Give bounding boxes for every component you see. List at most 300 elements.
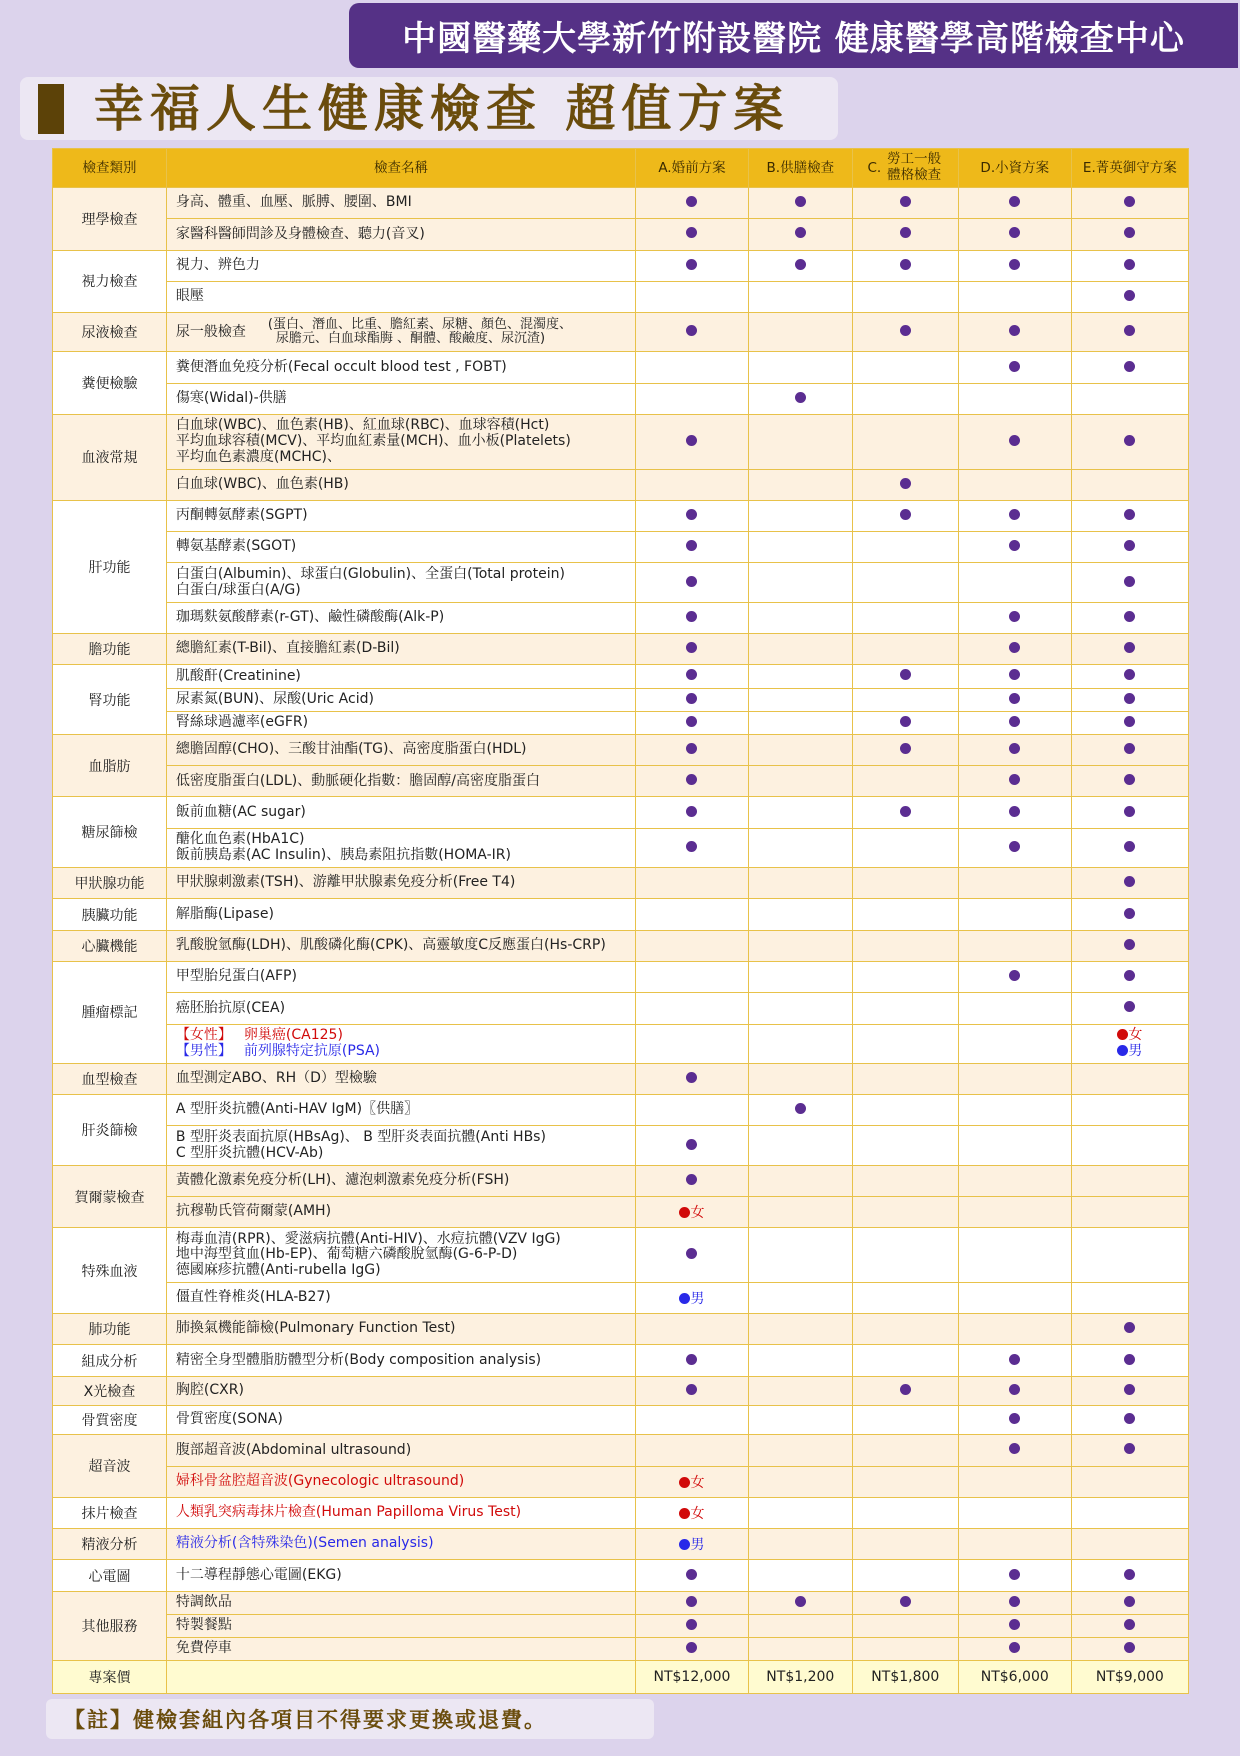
category-cell: 其他服務 xyxy=(53,1591,167,1661)
mark-cell xyxy=(748,250,852,281)
mark-cell xyxy=(1071,1126,1188,1165)
included-dot-icon xyxy=(686,1354,697,1365)
mark-cell xyxy=(958,563,1071,602)
mark-cell xyxy=(1071,634,1188,665)
item-name-cell xyxy=(166,563,635,602)
included-dot-icon xyxy=(1009,540,1020,551)
mark-cell xyxy=(958,1405,1071,1434)
included-dot-icon xyxy=(1009,509,1020,520)
item-name: 乳酸脫氫酶(LDH)、肌酸磷化酶(CPK)、高靈敏度C反應蛋白(Hs-CRP) xyxy=(166,930,635,961)
mark-cell xyxy=(852,899,958,930)
mark-cell xyxy=(852,1376,958,1405)
col-category: 檢查類別 xyxy=(53,149,167,188)
included-dot-icon xyxy=(1124,540,1135,551)
mark-cell xyxy=(636,711,749,734)
item-name: 十二導程靜態心電圖(EKG) xyxy=(166,1560,635,1591)
mark-cell xyxy=(636,383,749,414)
included-dot-icon xyxy=(1124,1413,1135,1424)
mark-cell xyxy=(1071,1435,1188,1466)
mark-cell xyxy=(852,1282,958,1313)
price-plan-b: NT$1,200 xyxy=(748,1661,852,1694)
included-dot-icon xyxy=(1009,1443,1020,1454)
mark-cell xyxy=(852,665,958,688)
mark-cell xyxy=(748,828,852,867)
col-plan-e: E.菁英御守方案 xyxy=(1071,149,1188,188)
mark-cell xyxy=(1071,313,1188,352)
mark-cell xyxy=(958,250,1071,281)
col-plan-c xyxy=(852,149,958,188)
item-name: 胸腔(CXR) xyxy=(166,1376,635,1405)
mark-cell xyxy=(1071,1063,1188,1094)
mark-cell xyxy=(852,281,958,312)
mark-cell xyxy=(852,734,958,765)
mark-cell xyxy=(852,1638,958,1661)
mark-cell xyxy=(748,1591,852,1614)
item-name: 骨質密度(SONA) xyxy=(166,1405,635,1434)
mark-cell xyxy=(636,1282,749,1313)
item-name: 白血球(WBC)、血色素(HB) xyxy=(166,469,635,500)
mark-cell xyxy=(852,1063,958,1094)
mark-cell xyxy=(636,1614,749,1637)
item-name-line: 白蛋白(Albumin)、球蛋白(Globulin)、全蛋白(Total protein) xyxy=(175,565,565,582)
table-row xyxy=(53,993,1189,1024)
table-row xyxy=(53,1165,1189,1196)
category-cell: X光檢查 xyxy=(53,1376,167,1405)
mark-cell xyxy=(636,1197,749,1228)
mark-cell xyxy=(852,532,958,563)
table-row xyxy=(53,469,1189,500)
category-cell: 血型檢查 xyxy=(53,1063,167,1094)
included-dot-icon xyxy=(1009,227,1020,238)
included-dot-icon xyxy=(900,478,911,489)
mark-cell xyxy=(1071,1314,1188,1345)
category-cell: 尿液檢查 xyxy=(53,313,167,352)
price-plan-d: NT$6,000 xyxy=(958,1661,1071,1694)
mark-cell xyxy=(748,1560,852,1591)
table-row xyxy=(53,1560,1189,1591)
mark-cell xyxy=(748,469,852,500)
included-dot-icon xyxy=(900,716,911,727)
mark-cell xyxy=(852,1466,958,1497)
included-dot-icon xyxy=(686,1139,697,1150)
item-name-cell xyxy=(166,313,635,352)
item-name: 視力、辨色力 xyxy=(166,250,635,281)
mark-cell xyxy=(636,1345,749,1376)
banner-bar xyxy=(38,84,64,134)
table-row xyxy=(53,1376,1189,1405)
mark-cell xyxy=(636,1024,749,1063)
item-name: 解脂酶(Lipase) xyxy=(166,899,635,930)
included-dot-icon xyxy=(1124,196,1135,207)
mark-cell xyxy=(1071,665,1188,688)
mark-cell xyxy=(958,313,1071,352)
mark-cell xyxy=(958,688,1071,711)
female-dot-icon xyxy=(679,1477,690,1488)
mark-cell xyxy=(958,1095,1071,1126)
included-dot-icon xyxy=(1124,1569,1135,1580)
mark-cell xyxy=(636,961,749,992)
included-dot-icon xyxy=(1124,509,1135,520)
item-name: 飯前血糖(AC sugar) xyxy=(166,797,635,828)
table-row xyxy=(53,532,1189,563)
mark-cell xyxy=(1071,1560,1188,1591)
mark-cell xyxy=(748,1435,852,1466)
included-dot-icon xyxy=(686,1642,697,1653)
price-plan-a: NT$12,000 xyxy=(636,1661,749,1694)
mark-cell xyxy=(748,1405,852,1434)
mark-cell xyxy=(636,281,749,312)
included-dot-icon xyxy=(1124,970,1135,981)
table-row xyxy=(53,868,1189,899)
female-mark-label: 女 xyxy=(690,1474,705,1491)
footnote-text: 【註】健檢套組內各項目不得要求更換或退費。 xyxy=(64,1708,547,1732)
item-name: 黃體化激素免疫分析(LH)、濾泡刺激素免疫分析(FSH) xyxy=(166,1165,635,1196)
item-name-line: 白蛋白/球蛋白(A/G) xyxy=(175,581,301,598)
table-row xyxy=(53,930,1189,961)
table-row xyxy=(53,961,1189,992)
mark-cell xyxy=(748,1197,852,1228)
mark-cell xyxy=(1071,1405,1188,1434)
category-cell: 腫瘤標記 xyxy=(53,961,167,1063)
mark-cell xyxy=(1071,250,1188,281)
table-row xyxy=(53,1282,1189,1313)
table-row xyxy=(53,899,1189,930)
category-cell: 甲狀腺功能 xyxy=(53,868,167,899)
mark-cell xyxy=(748,383,852,414)
mark-cell xyxy=(748,1614,852,1637)
table-row xyxy=(53,797,1189,828)
male-dot-icon xyxy=(679,1539,690,1550)
mark-cell xyxy=(636,250,749,281)
mark-cell xyxy=(958,711,1071,734)
footnote xyxy=(46,1699,654,1739)
mark-cell xyxy=(852,828,958,867)
included-dot-icon xyxy=(1009,435,1020,446)
included-dot-icon xyxy=(900,743,911,754)
table-row xyxy=(53,352,1189,383)
table-row xyxy=(53,1638,1189,1661)
mark-cell xyxy=(852,1345,958,1376)
included-dot-icon xyxy=(1009,743,1020,754)
mark-cell xyxy=(636,1529,749,1560)
item-name: 免費停車 xyxy=(166,1638,635,1661)
table-row xyxy=(53,1228,1189,1283)
hospital-header xyxy=(349,3,1238,68)
male-item-name: 前列腺特定抗原(PSA) xyxy=(243,1042,381,1059)
included-dot-icon xyxy=(686,1072,697,1083)
mark-cell xyxy=(958,1165,1071,1196)
mark-cell xyxy=(1071,563,1188,602)
mark-cell xyxy=(748,1228,852,1283)
table-row xyxy=(53,1614,1189,1637)
item-name: 丙酮轉氨酵素(SGPT) xyxy=(166,500,635,531)
item-name: 總膽紅素(T-Bil)、直接膽紅素(D-Bil) xyxy=(166,634,635,665)
mark-cell xyxy=(852,1126,958,1165)
included-dot-icon xyxy=(1009,196,1020,207)
mark-cell xyxy=(958,500,1071,531)
female-item-name: 卵巢癌(CA125) xyxy=(243,1027,343,1044)
included-dot-icon xyxy=(900,227,911,238)
mark-cell xyxy=(1071,1095,1188,1126)
item-name: 特製餐點 xyxy=(166,1614,635,1637)
included-dot-icon xyxy=(1009,611,1020,622)
mark-cell xyxy=(748,352,852,383)
included-dot-icon xyxy=(1124,1001,1135,1012)
table-row xyxy=(53,415,1189,470)
col-plan-c-prefix: C. xyxy=(867,159,882,176)
table-row xyxy=(53,500,1189,531)
price-row xyxy=(53,1661,1189,1694)
item-name-line: 平均血色素濃度(MCHC)、 xyxy=(175,448,342,465)
col-plan-a: A.婚前方案 xyxy=(636,149,749,188)
included-dot-icon xyxy=(795,259,806,270)
mark-cell xyxy=(636,1466,749,1497)
female-tag: 【女性】 xyxy=(175,1027,232,1044)
category-cell: 膽功能 xyxy=(53,634,167,665)
included-dot-icon xyxy=(1124,841,1135,852)
included-dot-icon xyxy=(1009,1596,1020,1607)
mark-cell xyxy=(748,1282,852,1313)
mark-cell xyxy=(1071,1614,1188,1637)
female-dot-icon xyxy=(679,1508,690,1519)
mark-cell xyxy=(958,1063,1071,1094)
included-dot-icon xyxy=(900,1596,911,1607)
item-name: 僵直性脊椎炎(HLA-B27) xyxy=(166,1282,635,1313)
mark-cell xyxy=(748,1638,852,1661)
item-name: 轉氨基酵素(SGOT) xyxy=(166,532,635,563)
included-dot-icon xyxy=(686,693,697,704)
included-dot-icon xyxy=(1124,693,1135,704)
included-dot-icon xyxy=(1124,325,1135,336)
mark-cell xyxy=(958,1126,1071,1165)
mark-cell xyxy=(636,1063,749,1094)
mark-cell xyxy=(852,1228,958,1283)
mark-cell xyxy=(748,868,852,899)
item-name: 腎絲球過濾率(eGFR) xyxy=(166,711,635,734)
included-dot-icon xyxy=(1009,841,1020,852)
table-row xyxy=(53,711,1189,734)
table-row xyxy=(53,602,1189,633)
mark-cell xyxy=(958,1529,1071,1560)
mark-cell xyxy=(1071,602,1188,633)
mark-cell xyxy=(958,1497,1071,1528)
mark-cell xyxy=(636,1126,749,1165)
mark-cell xyxy=(852,961,958,992)
mark-cell xyxy=(852,868,958,899)
item-name: 精密全身型體脂肪體型分析(Body composition analysis) xyxy=(166,1345,635,1376)
price-plan-e: NT$9,000 xyxy=(1071,1661,1188,1694)
mark-cell xyxy=(958,665,1071,688)
mark-cell xyxy=(852,602,958,633)
included-dot-icon xyxy=(1124,939,1135,950)
table-row xyxy=(53,1063,1189,1094)
included-dot-icon xyxy=(1124,227,1135,238)
included-dot-icon xyxy=(1124,259,1135,270)
hospital-title: 中國醫藥大學新竹附設醫院 健康醫學高階檢查中心 xyxy=(402,19,1185,59)
included-dot-icon xyxy=(686,1569,697,1580)
mark-cell xyxy=(748,711,852,734)
mark-cell xyxy=(958,1282,1071,1313)
female-dot-icon xyxy=(679,1207,690,1218)
included-dot-icon xyxy=(686,774,697,785)
female-mark-label: 女 xyxy=(690,1205,705,1222)
category-cell: 賀爾蒙檢查 xyxy=(53,1165,167,1228)
col-plan-b: B.供膳檢查 xyxy=(748,149,852,188)
mark-cell xyxy=(1071,1345,1188,1376)
included-dot-icon xyxy=(1124,908,1135,919)
mark-cell xyxy=(636,352,749,383)
item-detail-line: 尿膽元、白血球酯脢 、酮體、酸鹼度、尿沉渣) xyxy=(275,331,546,347)
price-blank xyxy=(166,1661,635,1694)
mark-cell xyxy=(852,352,958,383)
included-dot-icon xyxy=(1009,1619,1020,1630)
included-dot-icon xyxy=(686,325,697,336)
included-dot-icon xyxy=(1124,361,1135,372)
table-row xyxy=(53,313,1189,352)
included-dot-icon xyxy=(686,642,697,653)
male-mark-label: 男 xyxy=(690,1291,705,1308)
mark-cell xyxy=(958,1614,1071,1637)
mark-cell xyxy=(1071,766,1188,797)
mark-cell xyxy=(852,219,958,250)
mark-cell xyxy=(748,1165,852,1196)
female-mark-label: 女 xyxy=(690,1505,705,1522)
mark-cell xyxy=(1071,1228,1188,1283)
mark-cell xyxy=(958,469,1071,500)
mark-cell xyxy=(958,415,1071,470)
table-row xyxy=(53,219,1189,250)
mark-cell xyxy=(958,602,1071,633)
included-dot-icon xyxy=(686,1384,697,1395)
included-dot-icon xyxy=(1009,806,1020,817)
included-dot-icon xyxy=(1124,806,1135,817)
mark-cell xyxy=(748,532,852,563)
included-dot-icon xyxy=(1124,611,1135,622)
included-dot-icon xyxy=(686,576,697,587)
item-name-line: 白血球(WBC)、血色素(HB)、紅血球(RBC)、血球容積(Hct) xyxy=(175,417,550,434)
category-cell: 精液分析 xyxy=(53,1529,167,1560)
table-row xyxy=(53,250,1189,281)
item-name: 抗穆勒氏管荷爾蒙(AMH) xyxy=(166,1197,635,1228)
mark-cell xyxy=(1071,797,1188,828)
mark-cell xyxy=(748,1314,852,1345)
included-dot-icon xyxy=(1009,716,1020,727)
mark-cell xyxy=(748,1063,852,1094)
mark-cell xyxy=(852,1024,958,1063)
included-dot-icon xyxy=(1124,642,1135,653)
included-dot-icon xyxy=(1009,361,1020,372)
mark-cell xyxy=(748,281,852,312)
included-dot-icon xyxy=(795,1103,806,1114)
table-row xyxy=(53,1435,1189,1466)
mark-cell xyxy=(636,469,749,500)
mark-cell xyxy=(636,766,749,797)
mark-cell xyxy=(636,188,749,219)
included-dot-icon xyxy=(1124,1322,1135,1333)
mark-cell xyxy=(852,1614,958,1637)
mark-cell xyxy=(958,1228,1071,1283)
mark-cell xyxy=(958,766,1071,797)
mark-cell xyxy=(636,563,749,602)
table-row xyxy=(53,1095,1189,1126)
mark-cell xyxy=(1071,734,1188,765)
included-dot-icon xyxy=(1009,1642,1020,1653)
mark-cell xyxy=(852,711,958,734)
mark-cell xyxy=(636,634,749,665)
item-name-cell xyxy=(166,1228,635,1283)
male-dot-icon xyxy=(679,1293,690,1304)
mark-cell xyxy=(748,688,852,711)
included-dot-icon xyxy=(686,435,697,446)
included-dot-icon xyxy=(686,716,697,727)
item-name: 低密度脂蛋白(LDL)、動脈硬化指數：膽固醇/高密度脂蛋白 xyxy=(166,766,635,797)
included-dot-icon xyxy=(1124,1596,1135,1607)
mark-cell xyxy=(748,993,852,1024)
mark-cell xyxy=(958,1435,1071,1466)
mark-cell xyxy=(852,993,958,1024)
mark-cell xyxy=(958,993,1071,1024)
mark-cell xyxy=(748,899,852,930)
category-cell: 肝炎篩檢 xyxy=(53,1095,167,1166)
mark-cell xyxy=(1071,281,1188,312)
table-row xyxy=(53,734,1189,765)
table-row xyxy=(53,1591,1189,1614)
mark-cell xyxy=(1071,469,1188,500)
mark-cell xyxy=(852,383,958,414)
mark-cell xyxy=(1071,188,1188,219)
included-dot-icon xyxy=(1124,576,1135,587)
included-dot-icon xyxy=(686,1248,697,1259)
included-dot-icon xyxy=(795,392,806,403)
category-cell: 腎功能 xyxy=(53,665,167,735)
mark-cell xyxy=(958,1345,1071,1376)
mark-cell xyxy=(958,734,1071,765)
mark-cell xyxy=(748,415,852,470)
plan-table xyxy=(52,148,1189,1694)
mark-cell xyxy=(1071,688,1188,711)
mark-cell xyxy=(958,352,1071,383)
item-name: 糞便潛血免疫分析(Fecal occult blood test , FOBT) xyxy=(166,352,635,383)
included-dot-icon xyxy=(686,1174,697,1185)
mark-cell xyxy=(958,899,1071,930)
mark-cell xyxy=(636,1165,749,1196)
col-plan-c-label: 勞工一般體格檢查 xyxy=(887,151,942,183)
table-row xyxy=(53,766,1189,797)
item-name-line: 平均血球容積(MCV)、平均血紅素量(MCH)、血小板(Platelets) xyxy=(175,432,571,449)
mark-cell xyxy=(636,899,749,930)
mark-cell xyxy=(636,1591,749,1614)
mark-cell xyxy=(636,734,749,765)
mark-cell xyxy=(958,1314,1071,1345)
included-dot-icon xyxy=(686,669,697,680)
included-dot-icon xyxy=(900,196,911,207)
mark-cell xyxy=(852,634,958,665)
included-dot-icon xyxy=(686,1619,697,1630)
mark-cell xyxy=(852,500,958,531)
mark-cell xyxy=(748,797,852,828)
included-dot-icon xyxy=(686,540,697,551)
table-row xyxy=(53,1345,1189,1376)
item-name-line: B 型肝炎表面抗原(HBsAg)、 B 型肝炎表面抗體(Anti HBs) xyxy=(175,1128,546,1145)
mark-cell xyxy=(852,930,958,961)
table-row xyxy=(53,1497,1189,1528)
mark-cell xyxy=(852,1405,958,1434)
included-dot-icon xyxy=(1124,1354,1135,1365)
item-name: 身高、體重、血壓、脈膊、腰圍、BMI xyxy=(166,188,635,219)
included-dot-icon xyxy=(1124,669,1135,680)
table-row xyxy=(53,828,1189,867)
table-row xyxy=(53,1024,1189,1063)
